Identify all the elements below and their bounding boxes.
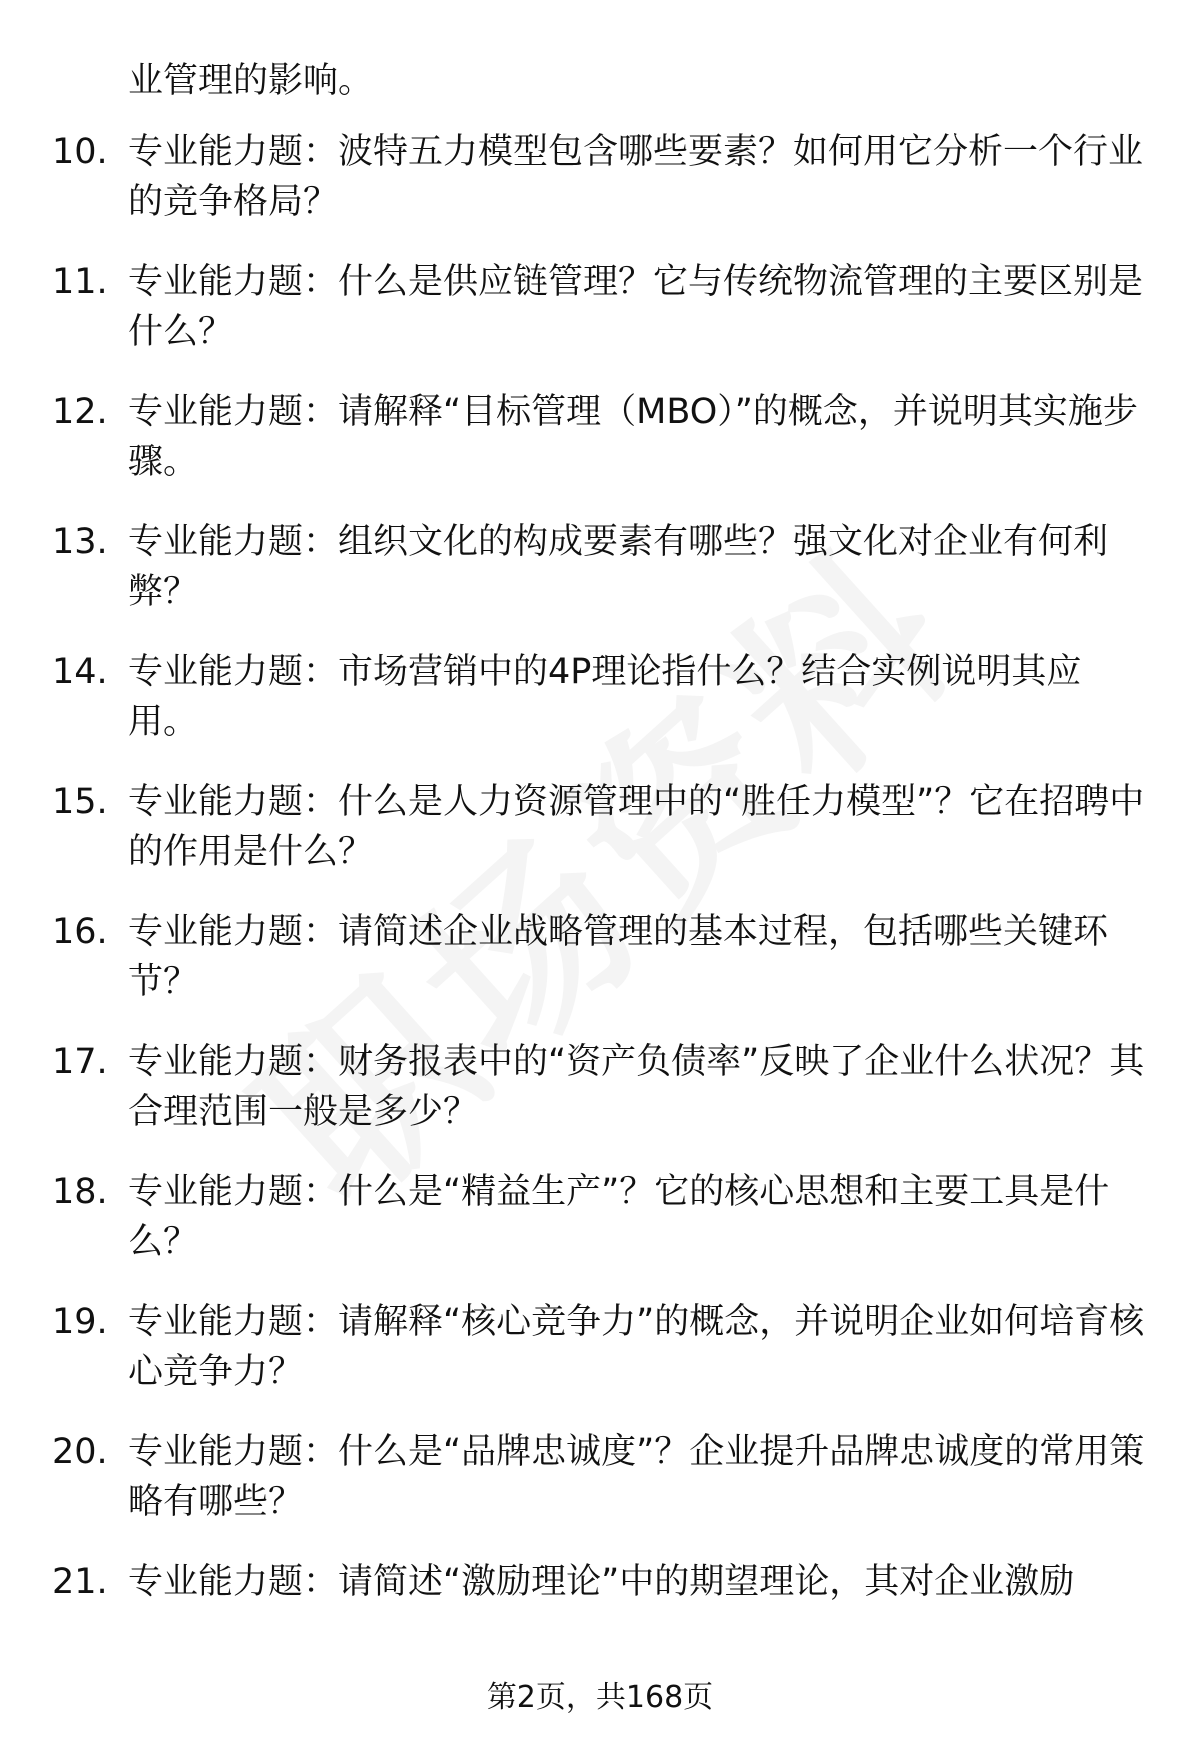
item-text: 专业能力题：波特五力模型包含哪些要素？如何用它分析一个行业的竞争格局？	[128, 132, 1144, 222]
item-text: 专业能力题：请简述企业战略管理的基本过程，包括哪些关键环节？	[128, 912, 1109, 1002]
item-number: 11.	[52, 262, 108, 302]
item-number: 16.	[52, 912, 108, 952]
item-text: 专业能力题：请解释“核心竞争力”的概念，并说明企业如何培育核心竞争力？	[128, 1302, 1145, 1392]
item-text: 专业能力题：组织文化的构成要素有哪些？强文化对企业有何利弊？	[128, 522, 1109, 612]
continuation-text: 业管理的影响。	[128, 61, 374, 101]
item-number: 14.	[52, 652, 108, 692]
item-number: 18.	[52, 1172, 108, 1212]
item-number: 19.	[52, 1302, 108, 1342]
item-number: 21.	[52, 1562, 108, 1602]
item-text: 专业能力题：什么是供应链管理？它与传统物流管理的主要区别是什么？	[128, 262, 1144, 352]
item-number: 12.	[52, 392, 108, 432]
item-text: 专业能力题：什么是人力资源管理中的“胜任力模型”？它在招聘中的作用是什么？	[128, 782, 1145, 872]
item-number: 10.	[52, 132, 108, 172]
item-number: 17.	[52, 1042, 108, 1082]
item-text: 专业能力题：市场营销中的4P理论指什么？结合实例说明其应用。	[128, 652, 1082, 742]
item-number: 15.	[52, 782, 108, 822]
item-text: 专业能力题：什么是“精益生产”？它的核心思想和主要工具是什么？	[128, 1172, 1110, 1262]
item-text: 专业能力题：请解释“目标管理（MBO）”的概念，并说明其实施步骤。	[128, 392, 1138, 482]
item-text: 专业能力题：财务报表中的“资产负债率”反映了企业什么状况？其合理范围一般是多少？	[128, 1042, 1145, 1132]
item-number: 13.	[52, 522, 108, 562]
item-text: 专业能力题：请简述“激励理论”中的期望理论，其对企业激励	[128, 1562, 1075, 1602]
item-text: 专业能力题：什么是“品牌忠诚度”？企业提升品牌忠诚度的常用策略有哪些？	[128, 1432, 1145, 1522]
page-footer: 第2页，共168页	[486, 1680, 714, 1715]
item-number: 20.	[52, 1432, 108, 1472]
